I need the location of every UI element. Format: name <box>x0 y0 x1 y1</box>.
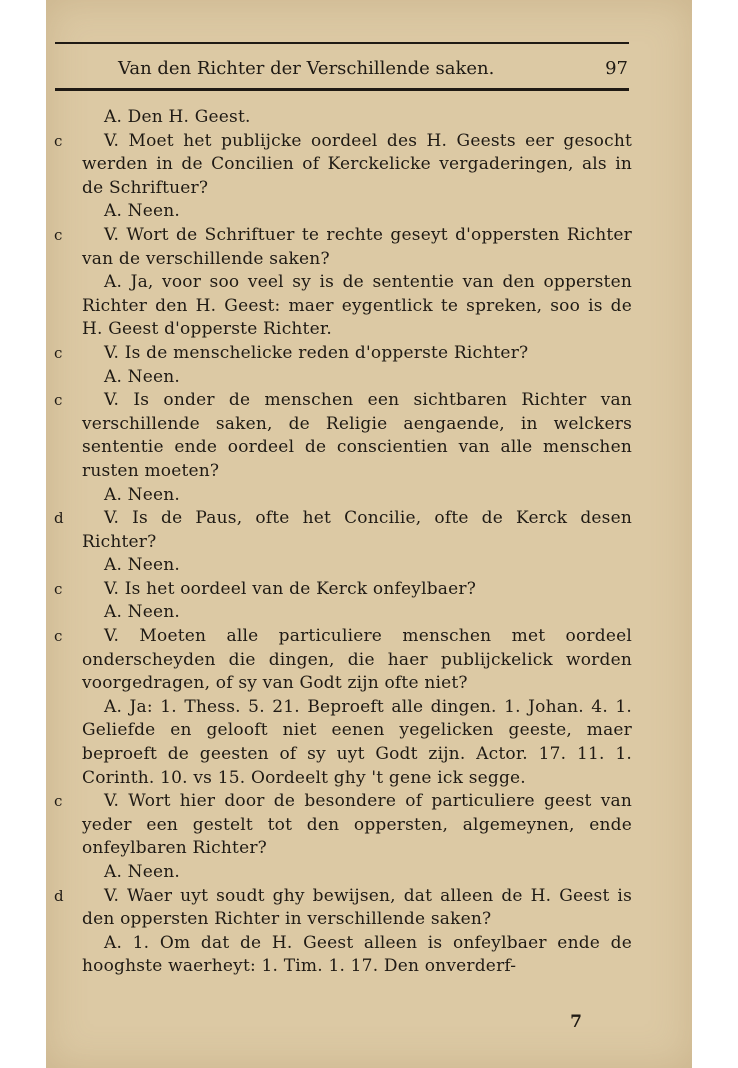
margin-marker: d <box>54 509 64 528</box>
margin-marker: c <box>54 792 63 811</box>
paragraph <box>54 130 632 201</box>
body-text <box>54 106 632 979</box>
paragraph-text: A. Neen. <box>104 201 181 222</box>
signature-mark: 7 <box>570 1012 582 1032</box>
paragraph-text: V. Is de Paus, ofte het Concilie, ofte de Kerck desen Richter? <box>82 508 632 552</box>
paragraph-text: V. Wort hier door de besondere of particuliere geest van yeder een gestelt tot den oppersten, algemeynen, ende onfeylbaren Richter? <box>82 791 632 859</box>
paragraph <box>82 861 632 885</box>
paragraph <box>82 271 632 342</box>
paragraph-text: A. Den H. Geest. <box>104 107 251 127</box>
margin-marker: c <box>54 131 63 150</box>
paragraph <box>54 342 632 366</box>
paragraph <box>82 932 632 979</box>
paragraph <box>82 200 632 224</box>
paragraph <box>54 790 632 861</box>
paragraph-text: A. Neen. <box>104 602 181 623</box>
paragraph <box>82 601 632 625</box>
margin-marker: c <box>54 579 63 598</box>
paragraph-text: V. Is het oordeel van de Kerck onfeylbaer? <box>104 578 477 599</box>
paragraph <box>54 625 632 696</box>
paragraph-text: A. Neen. <box>104 484 181 505</box>
book-page <box>46 0 692 1068</box>
margin-marker: c <box>54 225 63 244</box>
paragraph-text: A. Neen. <box>104 862 181 882</box>
margin-marker: c <box>54 627 63 646</box>
paragraph-text: A. 1. Om dat de H. Geest alleen is onfeylbaer ende de hooghste waerheyt: 1. Tim. 1. 17. Den onverderf- <box>82 932 632 977</box>
margin-marker: c <box>54 343 63 362</box>
paragraph <box>54 224 632 271</box>
paragraph <box>82 106 632 130</box>
paragraph-text: A. Ja, voor soo veel sy is de sententie van den oppersten Richter den H. Geest: maer eygentlick te spreken, soo is de H. Geest d'opperste Richter. <box>82 272 632 340</box>
page-number: 97 <box>605 58 628 79</box>
running-head-title: Van den Richter der Verschillende saken. <box>118 58 495 79</box>
paragraph-text: V. Waer uyt soudt ghy bewijsen, dat alleen de H. Geest is den oppersten Richter in verschillende saken? <box>82 885 632 930</box>
paragraph <box>82 484 632 508</box>
margin-marker: d <box>54 886 64 905</box>
paragraph <box>54 389 632 483</box>
paragraph-text: A. Ja: 1. Thess. 5. 21. Beproeft alle dingen. 1. Johan. 4. 1. Geliefde en gelooft niet eenen yegelicken geeste, maer beproeft de geesten of sy uyt Godt zijn. Actor. 17. 11. 1. Corinth. 10. vs 15. Oordeelt ghy 't gene ick segge. <box>82 696 632 788</box>
paragraph-text: V. Wort de Schriftuer te rechte geseyt d'oppersten Richter van de verschillende saken? <box>82 224 632 269</box>
paragraph <box>82 554 632 578</box>
running-head <box>118 58 628 82</box>
paragraph-text: V. Is de menschelicke reden d'opperste Richter? <box>104 342 529 363</box>
paragraph <box>54 507 632 554</box>
paragraph-text: A. Neen. <box>104 366 181 387</box>
header-rule-top <box>55 42 629 44</box>
paragraph <box>54 578 632 602</box>
paragraph-text: V. Moeten alle particuliere menschen met oordeel onderscheyden die dingen, die haer publijckelick worden voorgedragen, of sy van Godt zijn ofte niet? <box>82 626 632 694</box>
margin-marker: c <box>54 391 63 410</box>
paragraph-text: V. Is onder de menschen een sichtbaren Richter van verschillende saken, de Religie aengaende, in welckers sententie ende oordeel de conscientien van alle menschen rusten moeten? <box>82 390 632 481</box>
paragraph <box>82 366 632 390</box>
header-rule-bottom <box>55 88 629 91</box>
paragraph <box>82 696 632 790</box>
paragraph <box>54 885 632 932</box>
paragraph-text: V. Moet het publijcke oordeel des H. Geests eer gesocht werden in de Concilien of Kerckelicke vergaderingen, als in de Schriftuer? <box>82 130 632 198</box>
paragraph-text: A. Neen. <box>104 555 181 576</box>
